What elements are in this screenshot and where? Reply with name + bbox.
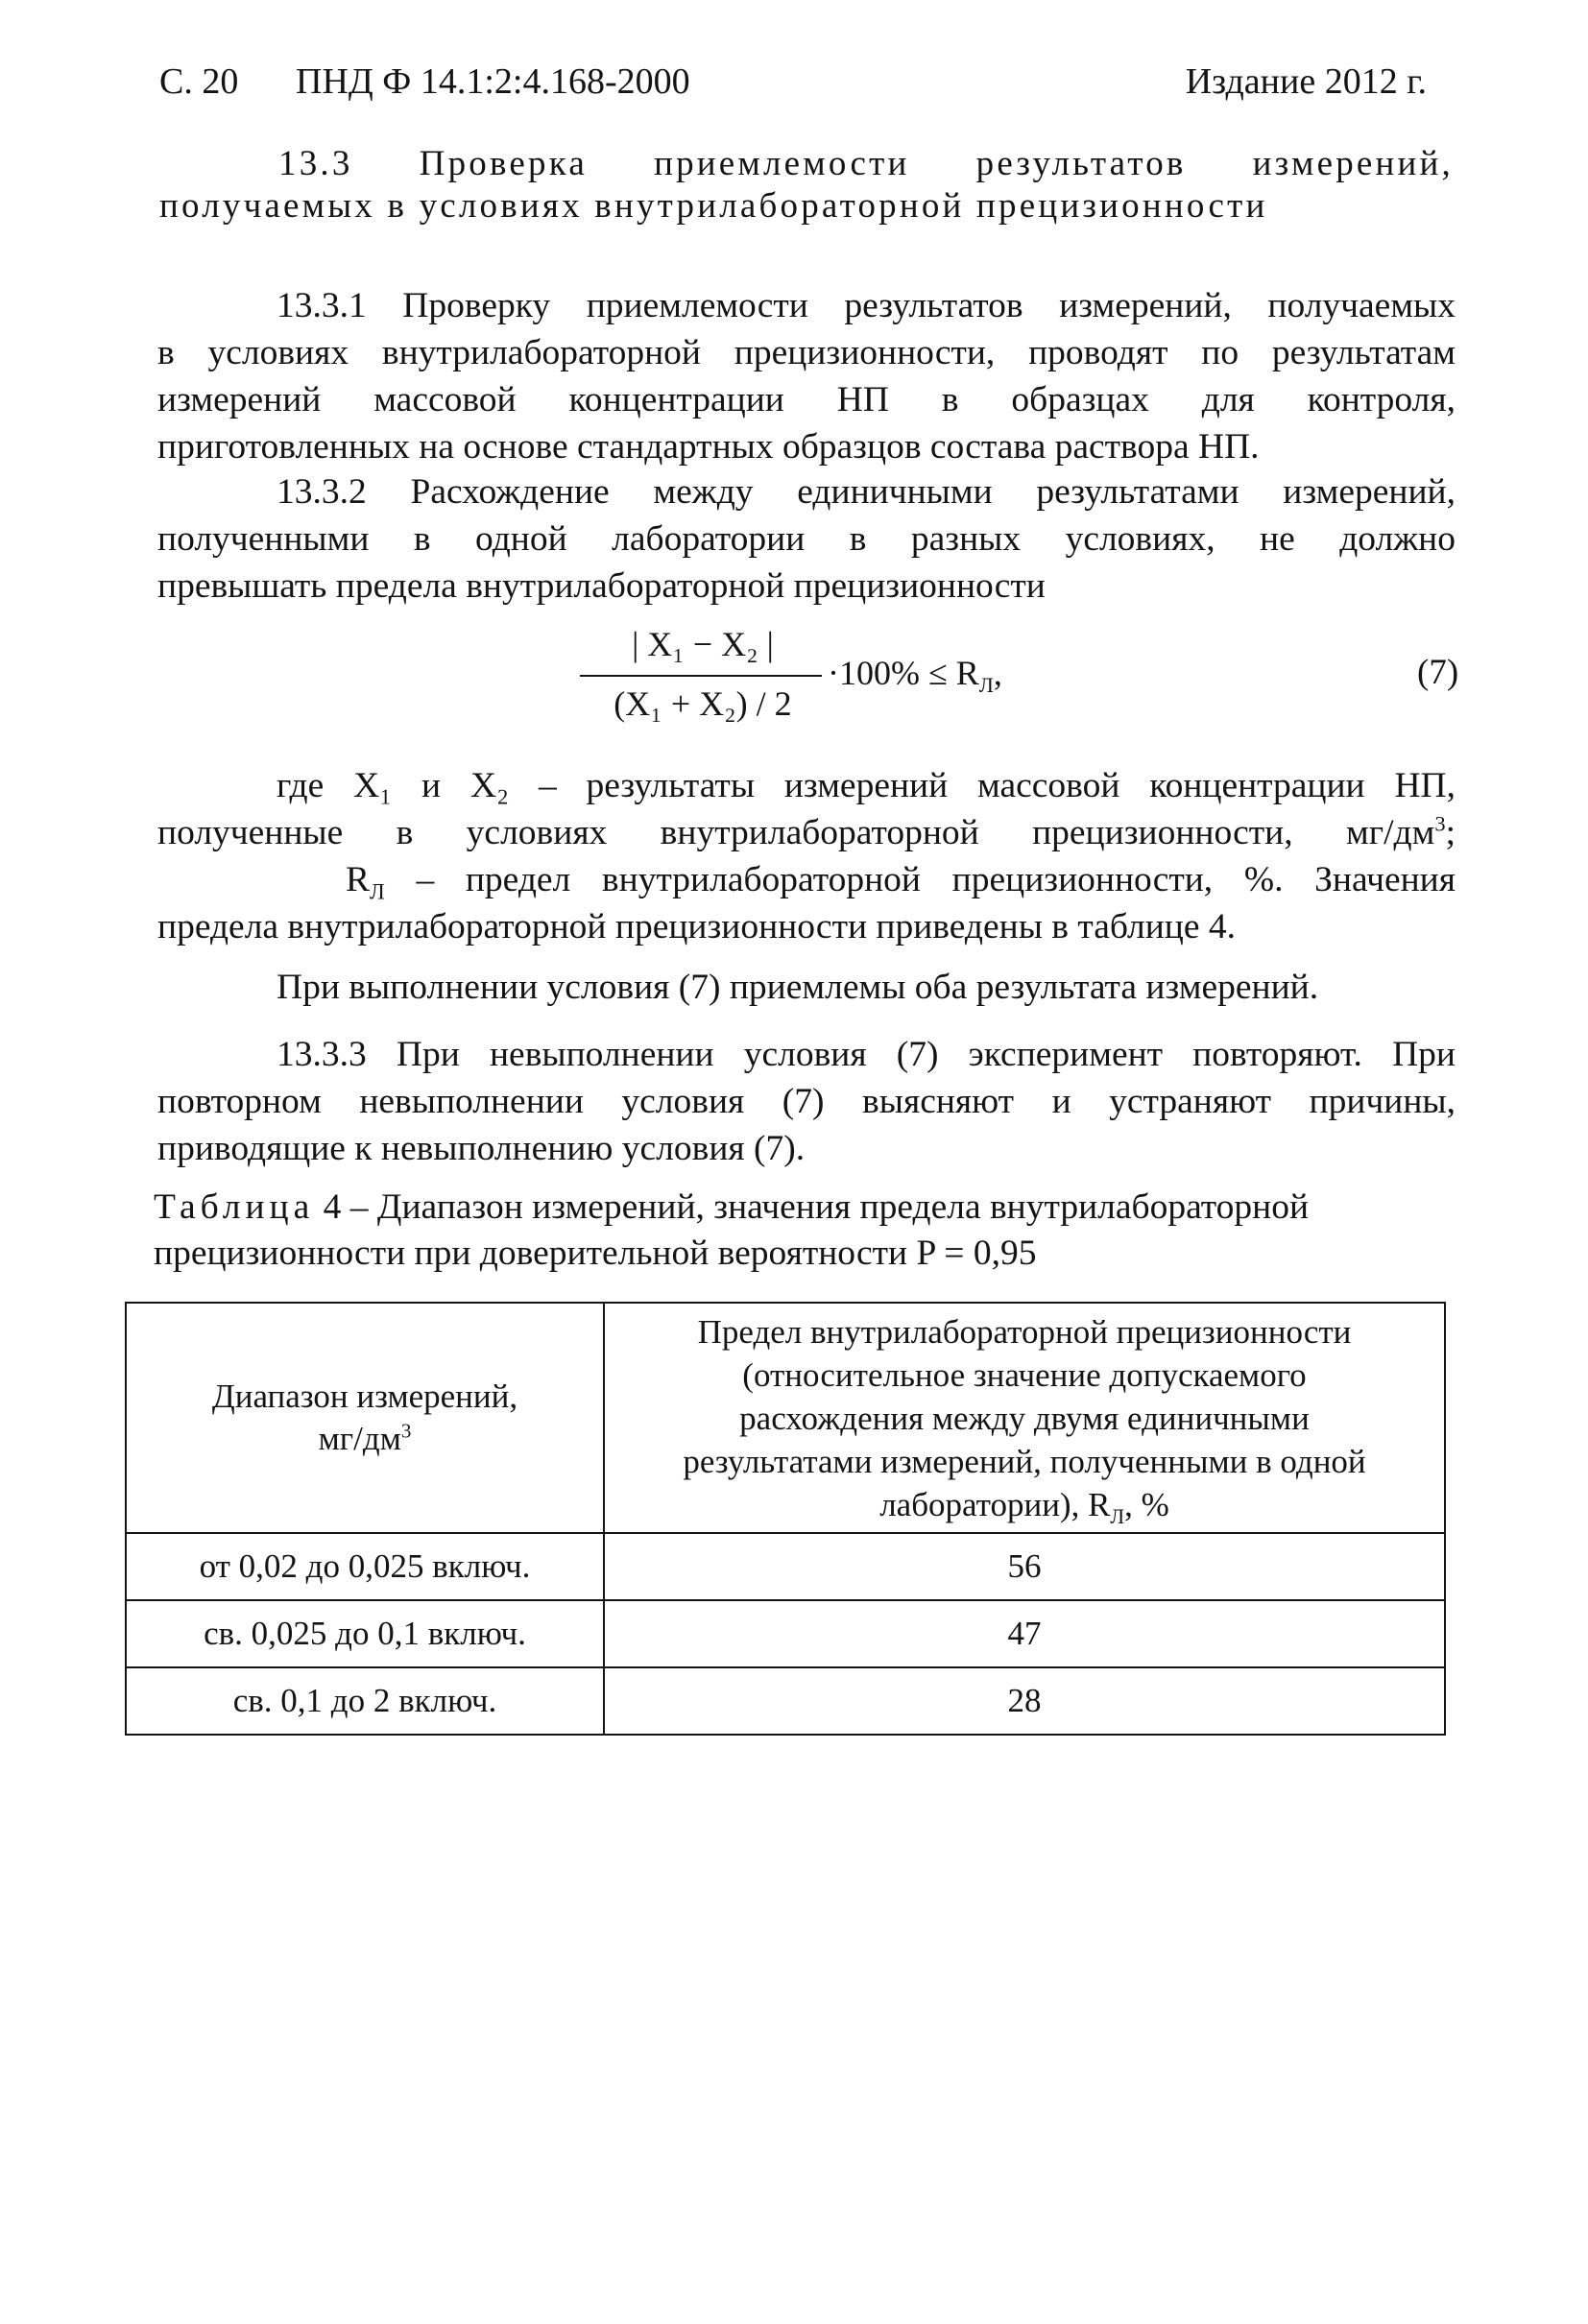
text-line: измерений массовой концентрации НП в образцах для контроля, [157, 380, 1456, 419]
edition-label: Издание 2012 г. [1185, 61, 1427, 102]
range-cell: от 0,02 до 0,025 включ. [126, 1533, 604, 1600]
paragraph-13-3-3 [157, 1031, 1456, 1172]
page-header [159, 58, 1427, 106]
paragraph-acceptance [157, 964, 1456, 1011]
header-range [126, 1303, 604, 1533]
table-row [126, 1667, 1445, 1735]
range-cell: св. 0,1 до 2 включ. [126, 1667, 604, 1735]
text-segment: – предел внутрилабораторной прецизионности, %. Значения [384, 860, 1456, 899]
text-line: приводящие к невыполнению условия (7). [157, 1129, 806, 1168]
text-line: 13.3.1 Проверку приемлемости результатов измерений, получаемых [277, 286, 1456, 325]
text-line: приготовленных на основе стандартных образцов состава раствора НП. [157, 427, 1260, 467]
header-line: расхождения между двумя единичными [739, 1399, 1310, 1437]
header-line: результатами измерений, полученными в одной [683, 1442, 1366, 1480]
header-precision-limit [604, 1303, 1445, 1533]
formula-7 [566, 622, 1104, 732]
table-header-row [126, 1303, 1445, 1533]
formula-tail: ·100% ≤ R [828, 654, 979, 692]
text-line: где X₁ и X₂ – результаты измерений массовой концентрации НП, [277, 766, 1456, 805]
text-line: полученными в одной лаборатории в разных условиях, не должно [157, 519, 1456, 559]
text-line: прецизионности при доверительной вероятности P = 0,95 [154, 1234, 1037, 1273]
document-code: ПНД Ф 14.1:2:4.168-2000 [296, 61, 690, 102]
page-number: С. 20 [159, 61, 239, 102]
subscript: Л [1110, 1504, 1125, 1528]
header-line: лаборатории), R [879, 1485, 1111, 1523]
header-line-end: , % [1124, 1485, 1169, 1523]
table-row [126, 1600, 1445, 1667]
superscript: 3 [1434, 811, 1446, 836]
superscript: 3 [400, 1419, 412, 1443]
paragraph-13-3-1 [157, 282, 1456, 470]
paragraph-where [157, 762, 1456, 950]
text-line: 13.3.2 Расхождение между единичными результатами измерений, [277, 472, 1456, 512]
formula-tail-end: , [993, 654, 1002, 692]
text-line: 13.3.3 При невыполнении условия (7) эксперимент повторяют. При [277, 1035, 1456, 1074]
precision-table [125, 1302, 1446, 1736]
value-cell: 47 [604, 1600, 1445, 1667]
value-cell: 28 [604, 1667, 1445, 1735]
text-line [157, 809, 1456, 856]
range-cell: св. 0,025 до 0,1 включ. [126, 1600, 604, 1667]
header-line: Предел внутрилабораторной прецизионности [697, 1312, 1352, 1351]
text-line [154, 1185, 1456, 1231]
fraction-bar [580, 675, 822, 677]
text-line: превышать предела внутрилабораторной прецизионности [157, 566, 1046, 606]
text-line: предела внутрилабораторной прецизионности приведены в таблице 4. [157, 907, 1237, 946]
text-segment: R [346, 860, 371, 899]
section-heading-line-1: 13.3 Проверка приемлемости результатов измерений, [278, 144, 1454, 183]
text-line: повторном невыполнении условия (7) выясняют и устраняют причины, [157, 1082, 1456, 1121]
text-segment: ; [1445, 813, 1456, 852]
value-cell: 56 [604, 1533, 1445, 1600]
table-caption [154, 1185, 1456, 1277]
text-line: в условиях внутрилабораторной прецизионности, проводят по результатам [157, 333, 1456, 372]
table-row [126, 1533, 1445, 1600]
text-line: При выполнении условия (7) приемлемы оба результата измерений. [277, 968, 1319, 1007]
subscript: Л [370, 879, 385, 905]
formula-tail-subscript: Л [978, 673, 994, 698]
header-line: (относительное значение допускаемого [742, 1355, 1307, 1394]
table-word: Таблица [154, 1187, 315, 1227]
section-heading-line-2: получаемых в условиях внутрилабораторной прецизионности [159, 186, 1268, 226]
formula-denominator: (X₁ + X₂) / 2 [614, 684, 792, 723]
paragraph-13-3-2 [157, 468, 1456, 610]
header-range-unit: мг/дм [318, 1420, 401, 1457]
equation-number: (7) [1417, 653, 1459, 692]
header-range-line: Диапазон измерений, [211, 1378, 518, 1415]
formula-numerator: | X₁ − X₂ | [632, 625, 774, 663]
text-segment: 4 – Диапазон измерений, значения предела внутрилабораторной [314, 1187, 1310, 1227]
text-line [157, 856, 1456, 903]
formula-condition [828, 651, 1002, 698]
text-segment: полученные в условиях внутрилабораторной прецизионности, мг/дм [157, 813, 1435, 852]
